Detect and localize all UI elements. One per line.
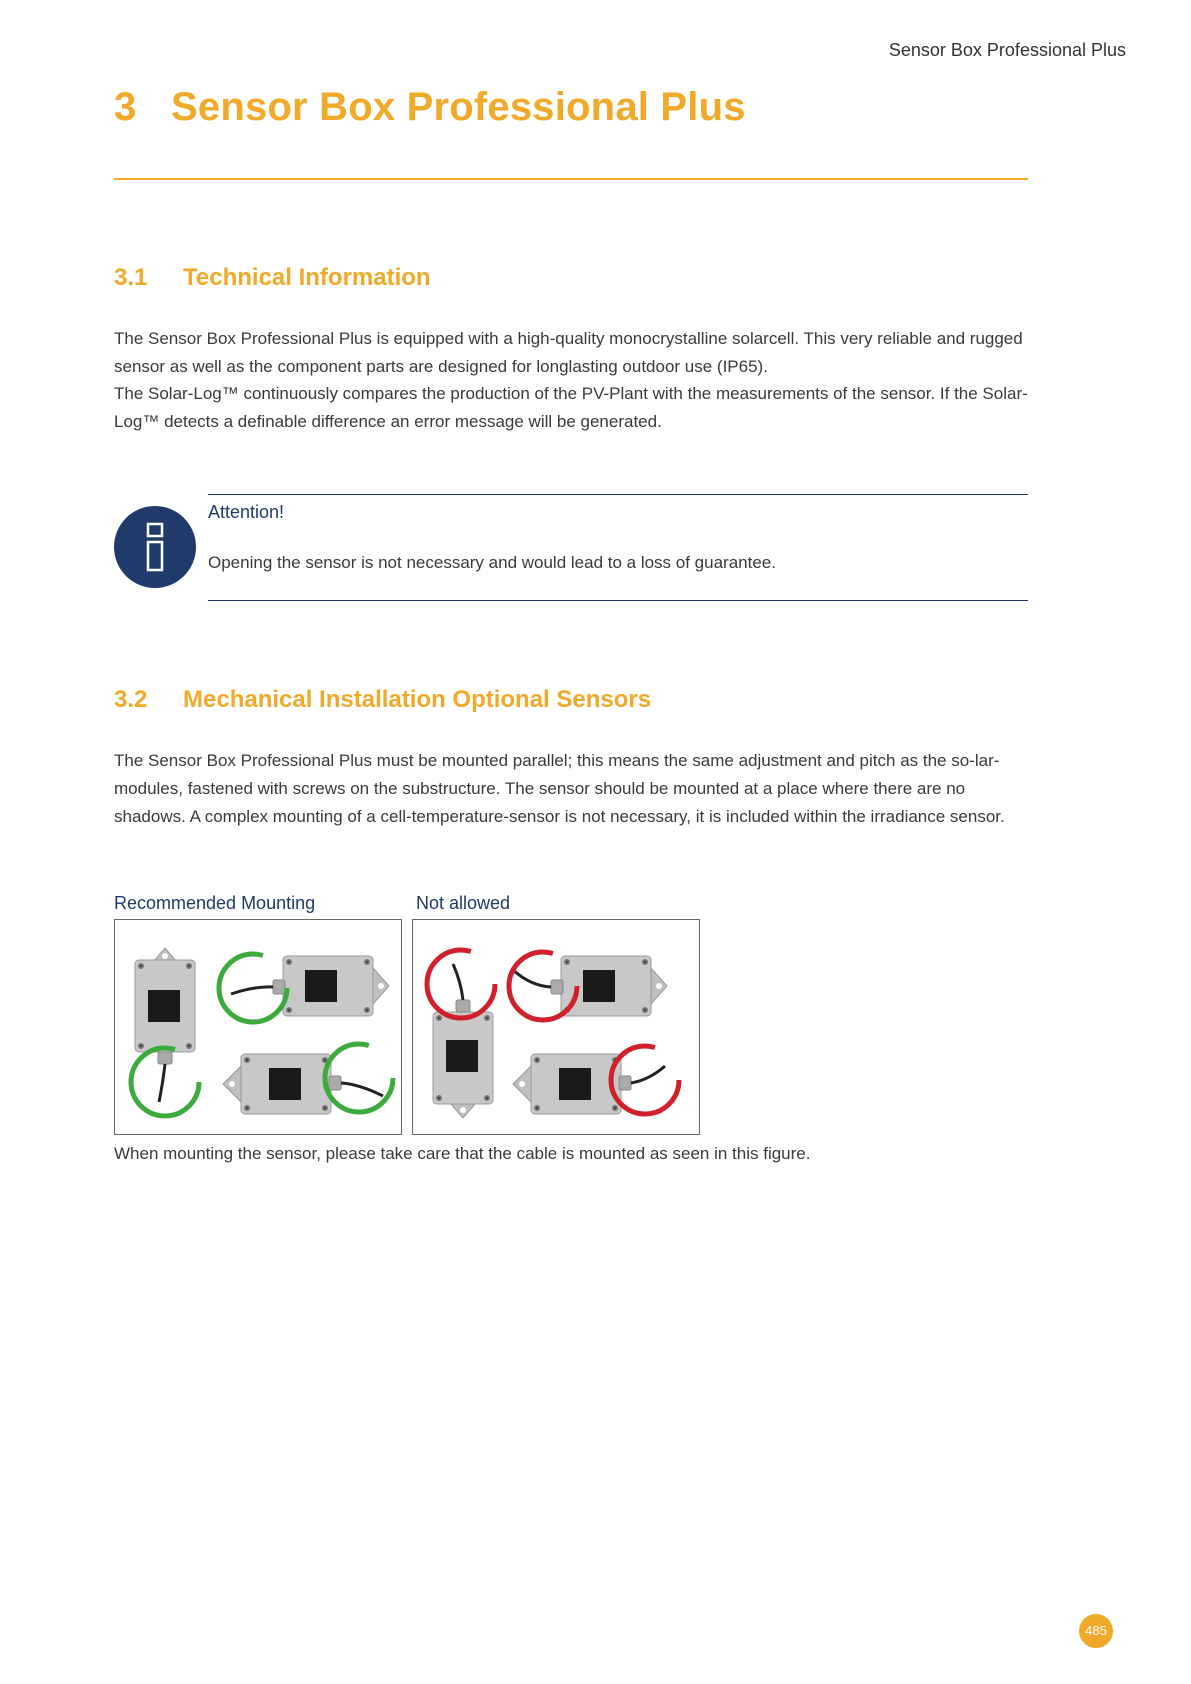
sensor-horizontal-cable-right [223,1044,393,1114]
figure-label-recommended: Recommended Mounting [114,893,316,913]
chapter-title-text: Sensor Box Professional Plus [171,85,746,129]
section-number: 3.1 [114,264,148,291]
figure-not-allowed-mounting [412,919,700,1135]
section-title-text: Technical Information [183,264,431,291]
note-divider-top [208,494,1028,495]
figure-recommended-mounting [114,919,402,1135]
section-title-text: Mechanical Installation Optional Sensors [183,686,652,713]
chapter-number: 3 [114,85,137,129]
figure-caption: When mounting the sensor, please take care that the cable is mounted as seen in this figure. [114,1144,811,1163]
title-divider [114,178,1028,180]
sensor-vertical-cable-down [131,948,199,1116]
chapter-title [114,85,746,130]
note-text: Opening the sensor is not necessary and would lead to a loss of guarantee. [208,553,776,572]
section-title-mechanical-installation [114,686,651,714]
figure-label-not-allowed: Not allowed [416,893,511,913]
section-title-technical-information [114,264,431,292]
page-number: 485 [1079,1614,1113,1648]
note-divider-bottom [208,600,1028,601]
sensor-vertical-cable-up [427,950,495,1118]
paragraph-mechanical: The Sensor Box Professional Plus must be mounted parallel; this means the same adjustment and pitch as the so-lar-modules, fastened with screws on the substructure. The sensor should be mounted at a place where there are no shadows. A complex mounting of a cell-temperature-sensor is not necessary, it is included within the irradiance sensor. [114,751,1005,826]
sensor-horizontal-cable-left-bad [509,952,667,1020]
paragraph-technical-2: The Solar-Log™ continuously compares the production of the PV-Plant with the measurements of the sensor. If the Solar-Log™ detects a definable difference an error message will be generated. [114,384,1028,431]
note-title: Attention! [208,502,285,522]
paragraph-technical-1: The Sensor Box Professional Plus is equipped with a high-quality monocrystalline solarcell. This very reliable and rugged sensor as well as the component parts are designed for longlasting outdoor use (IP65). [114,329,1023,376]
running-header: Sensor Box Professional Plus [888,40,1126,60]
sensor-horizontal-cable-left [219,954,389,1022]
sensor-horizontal-cable-right-bad [513,1046,679,1114]
section-number: 3.2 [114,686,148,713]
info-icon [114,506,196,588]
